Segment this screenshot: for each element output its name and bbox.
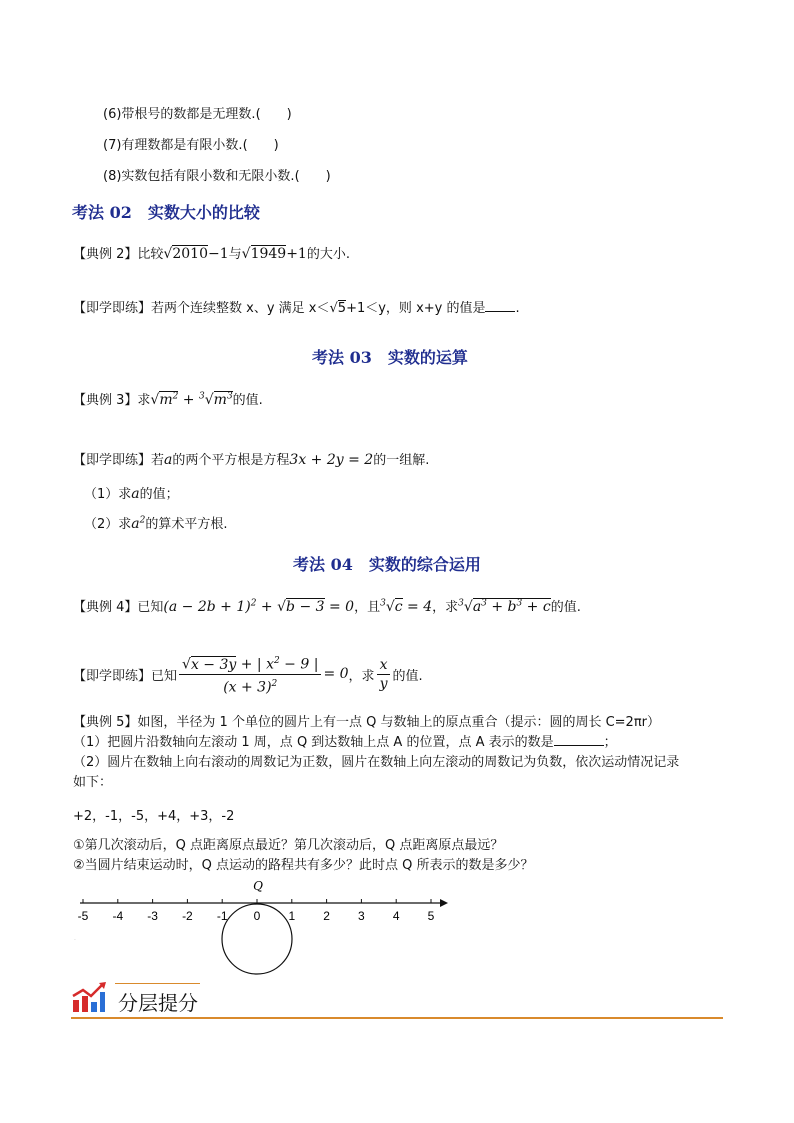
practice-tag: 【即学即练】 <box>73 301 152 316</box>
example-5-line-1: 【典例 5】如图，半径为 1 个单位的圆片上有一点 Q 与数轴上的原点重合（提示：圆的周长 C=2πr） <box>73 715 660 730</box>
example-5-line-3: （2）圆片在数轴上向右滚动的周数记为正数，圆片在数轴上向左滚动的周数记为负数，依次运动情况记录 <box>73 755 680 770</box>
example-tag: 【典例 5】 <box>73 715 138 730</box>
example-tag: 【典例 2】 <box>73 247 138 262</box>
practice-2-q1: （1）求a的值； <box>84 486 179 502</box>
tick-label: -2 <box>182 909 193 923</box>
section-heading-02: 考法 02 实数大小的比较 <box>72 203 260 222</box>
number-line-figure <box>70 872 460 982</box>
tick-label: 0 <box>253 909 261 923</box>
tick-label: -5 <box>77 909 89 923</box>
point-q-label: Q <box>253 879 263 893</box>
tick-label: 5 <box>427 909 435 923</box>
section-heading-03: 考法 03 实数的运算 <box>312 348 468 367</box>
practice-tag: 【即学即练】 <box>73 668 152 684</box>
tick-label: -3 <box>147 909 158 923</box>
formula-condition-2: $^3$√c = 4 <box>380 598 433 615</box>
brand-title: 分层提分 <box>118 991 198 1015</box>
brand-top-line <box>115 983 200 984</box>
statement-6: (6)带根号的数都是无理数.( ) <box>103 107 292 122</box>
section-divider <box>71 1017 723 1019</box>
practice-tag: 【即学即练】 <box>73 453 152 468</box>
tick-label: 4 <box>392 909 400 923</box>
practice-1: 【即学即练】若两个连续整数 x、y 满足 x＜√5+1＜y，则 x+y 的值是 . <box>73 301 520 316</box>
example-5-line-2: （1）把圆片沿数轴向左滚动 1 周，点 Q 到达数轴上点 A 的位置，点 A 表示的数是 ； <box>73 735 617 750</box>
formula-sqrt-m2-cbrt-m3: $√m^2 + ^3√m^3$ <box>150 391 233 408</box>
tick-label: -1 <box>216 909 228 923</box>
answer-blank <box>485 299 515 312</box>
growth-chart-icon <box>71 982 107 1014</box>
formula-a-squared: $a^2$ <box>131 515 146 532</box>
statement-8: (8)实数包括有限小数和无限小数.( ) <box>103 169 331 184</box>
formula-target: $^3√a^3 + b^3 + c$ <box>458 598 551 615</box>
example-5-q2: ②当圆片结束运动时，Q 点运动的路程共有多少？此时点 Q 所表示的数是多少？ <box>73 858 534 873</box>
watermark: . <box>74 935 76 942</box>
practice-3: 【即学即练】 已知 $\frac{√x - 3y + | x^2 - 9 |}{(x + 3)^2}$ = 0 ，求 $\frac{x}{y}$ 的值. <box>73 652 423 696</box>
practice-2-q2: （2）求$a^2$的算术平方根. <box>84 515 228 532</box>
example-4: 【典例 4】已知$(a - 2b + 1)^2 + √b - 3 = 0$，且$^3$√c = 4，求$^3√a^3 + b^3 + c$的值. <box>73 598 581 615</box>
tick-label: 2 <box>323 909 330 923</box>
number-line-arrow-icon <box>440 899 448 907</box>
example-2: 【典例 2】比较√2010−1与√1949+1的大小. <box>73 246 350 262</box>
tick-label: 3 <box>358 909 365 923</box>
tick-label: -4 <box>112 909 124 923</box>
practice-2: 【即学即练】若a的两个平方根是方程3x + 2y = 2的一组解. <box>73 452 430 468</box>
example-tag: 【典例 3】 <box>73 393 138 408</box>
example-5-q1: ①第几次滚动后，Q 点距离原点最近？第几次滚动后，Q 点距离原点最远？ <box>73 838 504 853</box>
statement-7: (7)有理数都是有限小数.( ) <box>103 138 279 153</box>
tick-label: 1 <box>288 909 296 923</box>
formula-x-over-y: $\frac{x}{y}$ <box>377 656 391 693</box>
example-3: 【典例 3】求$√m^2 + ^3√m^3$的值. <box>73 391 263 408</box>
example-tag: 【典例 4】 <box>73 600 138 615</box>
formula-condition-1: $(a - 2b + 1)^2 + √b - 3 = 0$ <box>163 598 355 615</box>
answer-blank <box>554 733 604 746</box>
section-heading-04: 考法 04 实数的综合运用 <box>293 555 481 574</box>
example-5-record: +2，-1，-5，+4，+3，-2 <box>73 809 235 824</box>
formula-fraction: $\frac{√x - 3y + | x^2 - 9 |}{(x + 3)^2}$ <box>179 652 321 696</box>
example-5-line-4: 如下： <box>73 775 113 790</box>
